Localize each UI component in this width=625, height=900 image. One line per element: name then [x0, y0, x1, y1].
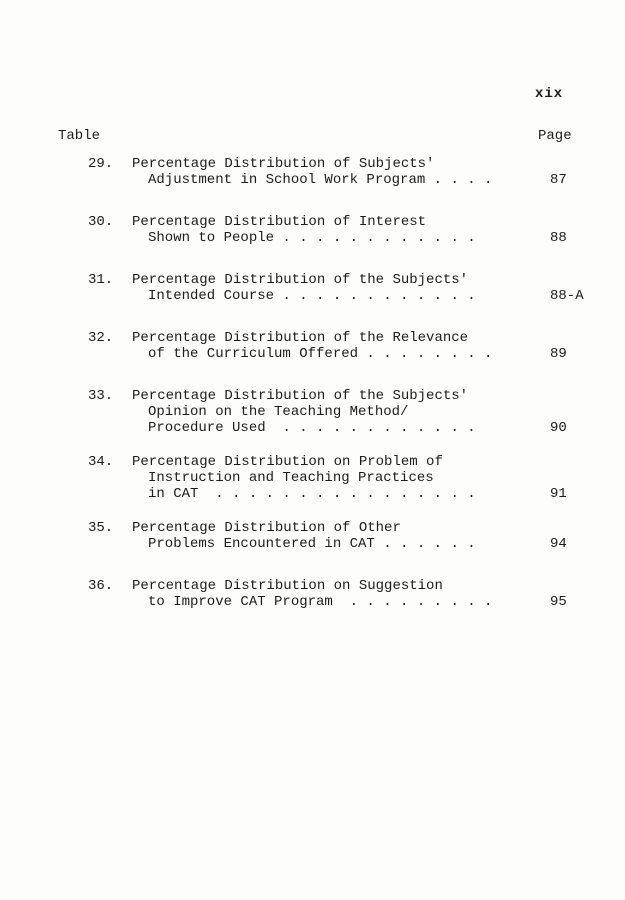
title-line: Percentage Distribution of the Subjects'	[132, 388, 469, 404]
title-line: Intended Course . . . . . . . . . . . .	[148, 288, 476, 304]
title-line: in CAT . . . . . . . . . . . . . . . .	[148, 486, 476, 502]
toc-entry	[0, 272, 625, 330]
page-ref: 95	[550, 594, 567, 610]
page-ref: 94	[550, 536, 567, 552]
page-ref: 88-A	[550, 288, 584, 304]
page-ref: 88	[550, 230, 567, 246]
toc-entry	[0, 454, 625, 520]
table-title	[132, 214, 522, 246]
toc-entry	[0, 578, 625, 636]
toc-entry	[0, 520, 625, 578]
table-number: 33.	[88, 388, 114, 404]
table-number: 31.	[88, 272, 114, 288]
table-number: 29.	[88, 156, 114, 172]
page-column-heading: Page	[538, 128, 572, 144]
title-line: Percentage Distribution on Problem of	[132, 454, 443, 470]
table-number: 30.	[88, 214, 114, 230]
table-title	[132, 520, 522, 552]
toc-entry	[0, 214, 625, 272]
page-number: xix	[535, 86, 564, 102]
title-line: Percentage Distribution of the Relevance	[132, 330, 469, 346]
title-line: Adjustment in School Work Program . . . .	[148, 172, 493, 188]
page-ref: 90	[550, 420, 567, 436]
table-number: 35.	[88, 520, 114, 536]
toc-entry	[0, 330, 625, 388]
title-line: to Improve CAT Program . . . . . . . . .	[148, 594, 493, 610]
title-line: Shown to People . . . . . . . . . . . .	[148, 230, 476, 246]
title-line: Problems Encountered in CAT . . . . . .	[148, 536, 476, 552]
list-of-tables	[0, 156, 625, 636]
toc-entry	[0, 156, 625, 214]
title-line: Opinion on the Teaching Method/	[148, 404, 409, 420]
table-title	[132, 388, 522, 436]
title-line: Percentage Distribution on Suggestion	[132, 578, 443, 594]
table-title	[132, 330, 522, 362]
table-title	[132, 156, 522, 188]
table-number: 34.	[88, 454, 114, 470]
table-title	[132, 578, 522, 610]
title-line: of the Curriculum Offered . . . . . . . .	[148, 346, 493, 362]
title-line: Percentage Distribution of Interest	[132, 214, 427, 230]
page-ref: 87	[550, 172, 567, 188]
title-line: Percentage Distribution of Subjects'	[132, 156, 435, 172]
title-line: Percentage Distribution of the Subjects'	[132, 272, 469, 288]
title-line: Instruction and Teaching Practices	[148, 470, 434, 486]
table-number: 36.	[88, 578, 114, 594]
table-title	[132, 272, 522, 304]
page-ref: 91	[550, 486, 567, 502]
table-number: 32.	[88, 330, 114, 346]
table-title	[132, 454, 522, 502]
table-column-heading: Table	[58, 128, 101, 144]
title-line: Percentage Distribution of Other	[132, 520, 401, 536]
toc-entry	[0, 388, 625, 454]
title-line: Procedure Used . . . . . . . . . . . .	[148, 420, 476, 436]
page-ref: 89	[550, 346, 567, 362]
